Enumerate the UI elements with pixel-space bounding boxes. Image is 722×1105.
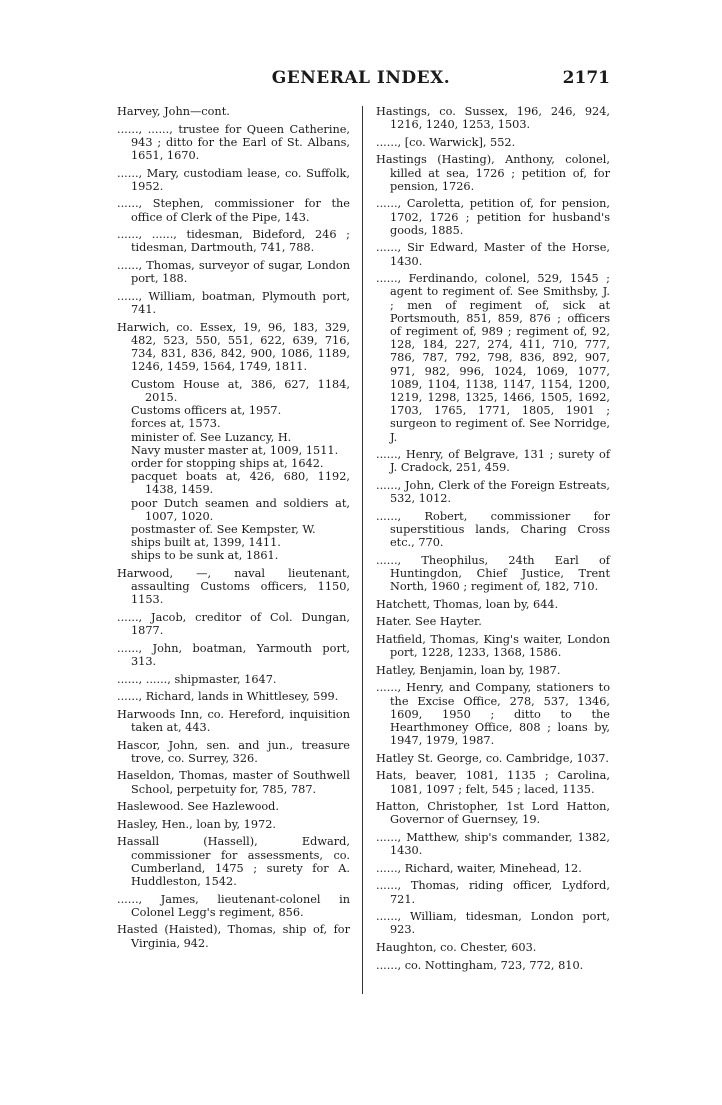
index-entry: Hasted (Haisted), Thomas, ship of, for Virginia, 942. [117,923,350,950]
index-entry: Haughton, co. Chester, 603. [376,940,537,954]
index-entry: Hatley, Benjamin, loan by, 1987. [376,663,561,677]
column-divider [362,106,363,994]
index-entry: Haslewood. See Hazlewood. [117,800,280,814]
index-entry: ......, Henry, of Belgrave, 131 ; surety of J. Cradock, 251, 459. [376,448,610,475]
index-subentry: order for stopping ships at, 1642. [131,457,324,470]
left-index-column [117,105,350,954]
index-subentry: postmaster of. See Kempster, W. [131,523,316,537]
index-entry: ......, Thomas, riding officer, Lydford, 721. [376,879,610,906]
index-entry: ......, Caroletta, petition of, for pension, 1702, 1726 ; petition for husband's goods, 1885. [376,197,610,237]
index-entry: Harwood, —, naval lieutenant, assaulting Customs officers, 1150, 1153. [117,567,350,607]
index-subentry: poor Dutch seamen and soldiers at, 1007, 1020. [131,496,350,523]
index-subentry: ships built at, 1399, 1411. [131,536,281,550]
index-entry: ......, Matthew, ship's commander, 1382, 1430. [376,830,610,858]
index-entry: Harwoods Inn, co. Hereford, inquisition taken at, 443. [117,707,350,734]
index-entry: ......, Robert, commissioner for superstitious lands, Charing Cross etc., 770. [376,509,610,550]
index-entry: ......, ......, shipmaster, 1647. [117,672,277,686]
index-entry: Hats, beaver, 1081, 1135 ; Carolina, 1081, 1097 ; felt, 545 ; laced, 1135. [376,769,610,796]
index-entry: Hatley St. George, co. Cambridge, 1037. [376,751,609,765]
index-entry: ......, John, boatman, Yarmouth port, 313. [117,641,350,669]
index-entry: Hatton, Christopher, 1st Lord Hatton, Governor of Guernsey, 19. [376,800,610,827]
index-subentry: pacquet boats at, 426, 680, 1192, 1438, 1459. [131,470,350,497]
index-entry: Hatfield, Thomas, King's waiter, London port, 1228, 1233, 1368, 1586. [376,633,610,660]
index-entry: Hascor, John, sen. and jun., treasure trove, co. Surrey, 326. [117,738,350,765]
index-subentry: minister of. See Luzancy, H. [131,430,292,444]
index-entry: ......, William, tidesman, London port, 923. [376,910,610,937]
index-entry: Harvey, John—cont. [117,105,230,118]
index-entry: ......, James, lieutenant-colonel in Colonel Legg's regiment, 856. [117,892,350,919]
index-entry: ......, Thomas, surveyor of sugar, London port, 188. [117,258,350,286]
index-entry: ......, Henry, and Company, stationers to the Excise Office, 278, 537, 1346, 1609, 1950 ; ditto to the Hearthmoney Office, 808 ; loans by, 1947, 1979, 1987. [376,681,610,748]
index-subentry: Customs officers at, 1957. [131,404,282,418]
index-entry: ......, ......, tidesman, Bideford, 246 ; tidesman, Dartmouth, 741, 788. [117,228,350,255]
index-entry: ......, ......, trustee for Queen Catherine, 943 ; ditto for the Earl of St. Albans, 1651, 1670. [117,122,350,162]
index-entry: ......, [co. Warwick], 552. [376,135,516,149]
index-subentry: forces at, 1573. [131,417,221,431]
right-index-column [376,105,610,976]
index-entry: Hastings (Hasting), Anthony, colonel, killed at sea, 1726 ; petition of, for pension, 1726. [376,153,610,193]
page-title: GENERAL INDEX. [271,68,451,88]
index-entry: ......, Jacob, creditor of Col. Dungan, 1877. [117,611,350,638]
index-subentry: Navy muster master at, 1009, 1511. [131,443,339,457]
index-entry: ......, co. Nottingham, 723, 772, 810. [376,958,584,972]
index-entry: Hatchett, Thomas, loan by, 644. [376,597,559,611]
index-entry: Hastings, co. Sussex, 196, 246, 924, 1216, 1240, 1253, 1503. [376,105,610,132]
index-entry: ......, William, boatman, Plymouth port, 741. [117,289,350,316]
index-entry: Hassall (Hassell), Edward, commissioner for assessments, co. Cumberland, 1475 ; surety for A. Huddleston, 1542. [117,835,350,888]
index-subentry: Custom House at, 386, 627, 1184, 2015. [131,377,350,404]
index-entry: ......, Richard, waiter, Minehead, 12. [376,861,582,875]
index-subentry: ships to be sunk at, 1861. [131,549,279,563]
index-entry: ......, John, Clerk of the Foreign Estreats, 532, 1012. [376,479,610,506]
page-number: 2171 [562,68,610,88]
index-entry: Harwich, co. Essex, 19, 96, 183, 329, 482, 523, 550, 551, 622, 639, 716, 734, 831, 836, 842, 900, 1086, 1189, 1246, 1459, 1564, 1749, 1811. [117,320,350,374]
index-entry: ......, Mary, custodiam lease, co. Suffolk, 1952. [117,166,350,193]
index-entry: ......, Ferdinando, colonel, 529, 1545 ; agent to regiment of. See Smithsby, J. ; men of regiment of, sick at Portsmouth, 851, 859, 876 ; officers of regiment of, 989 ; regiment of, 92, 128, 184, 227, 274, 411, 710, 777, 786, 787, 792, 798, 836, 892, 907, 971, 982, 996, 1024, 1069, 1077, 1089, 1104, 1138, 1147, 1154, 1200, 1219, 1298, 1325, 1466, 1505, 1692, 1703, 1765, 1771, 1805, 1901 ; surgeon to regiment of. See Norridge, J. [376,272,610,444]
index-entry: ......, Stephen, commissioner for the office of Clerk of the Pipe, 143. [117,197,350,224]
index-entry: Hasley, Hen., loan by, 1972. [117,817,276,831]
index-entry: Hater. See Hayter. [376,615,482,629]
index-entry: Haseldon, Thomas, master of Southwell School, perpetuity for, 785, 787. [117,769,350,796]
index-entry: ......, Theophilus, 24th Earl of Huntingdon, Chief Justice, Trent North, 1960 ; regiment of, 182, 710. [376,553,610,594]
index-entry: ......, Sir Edward, Master of the Horse, 1430. [376,241,610,268]
index-entry: ......, Richard, lands in Whittlesey, 599. [117,690,339,704]
